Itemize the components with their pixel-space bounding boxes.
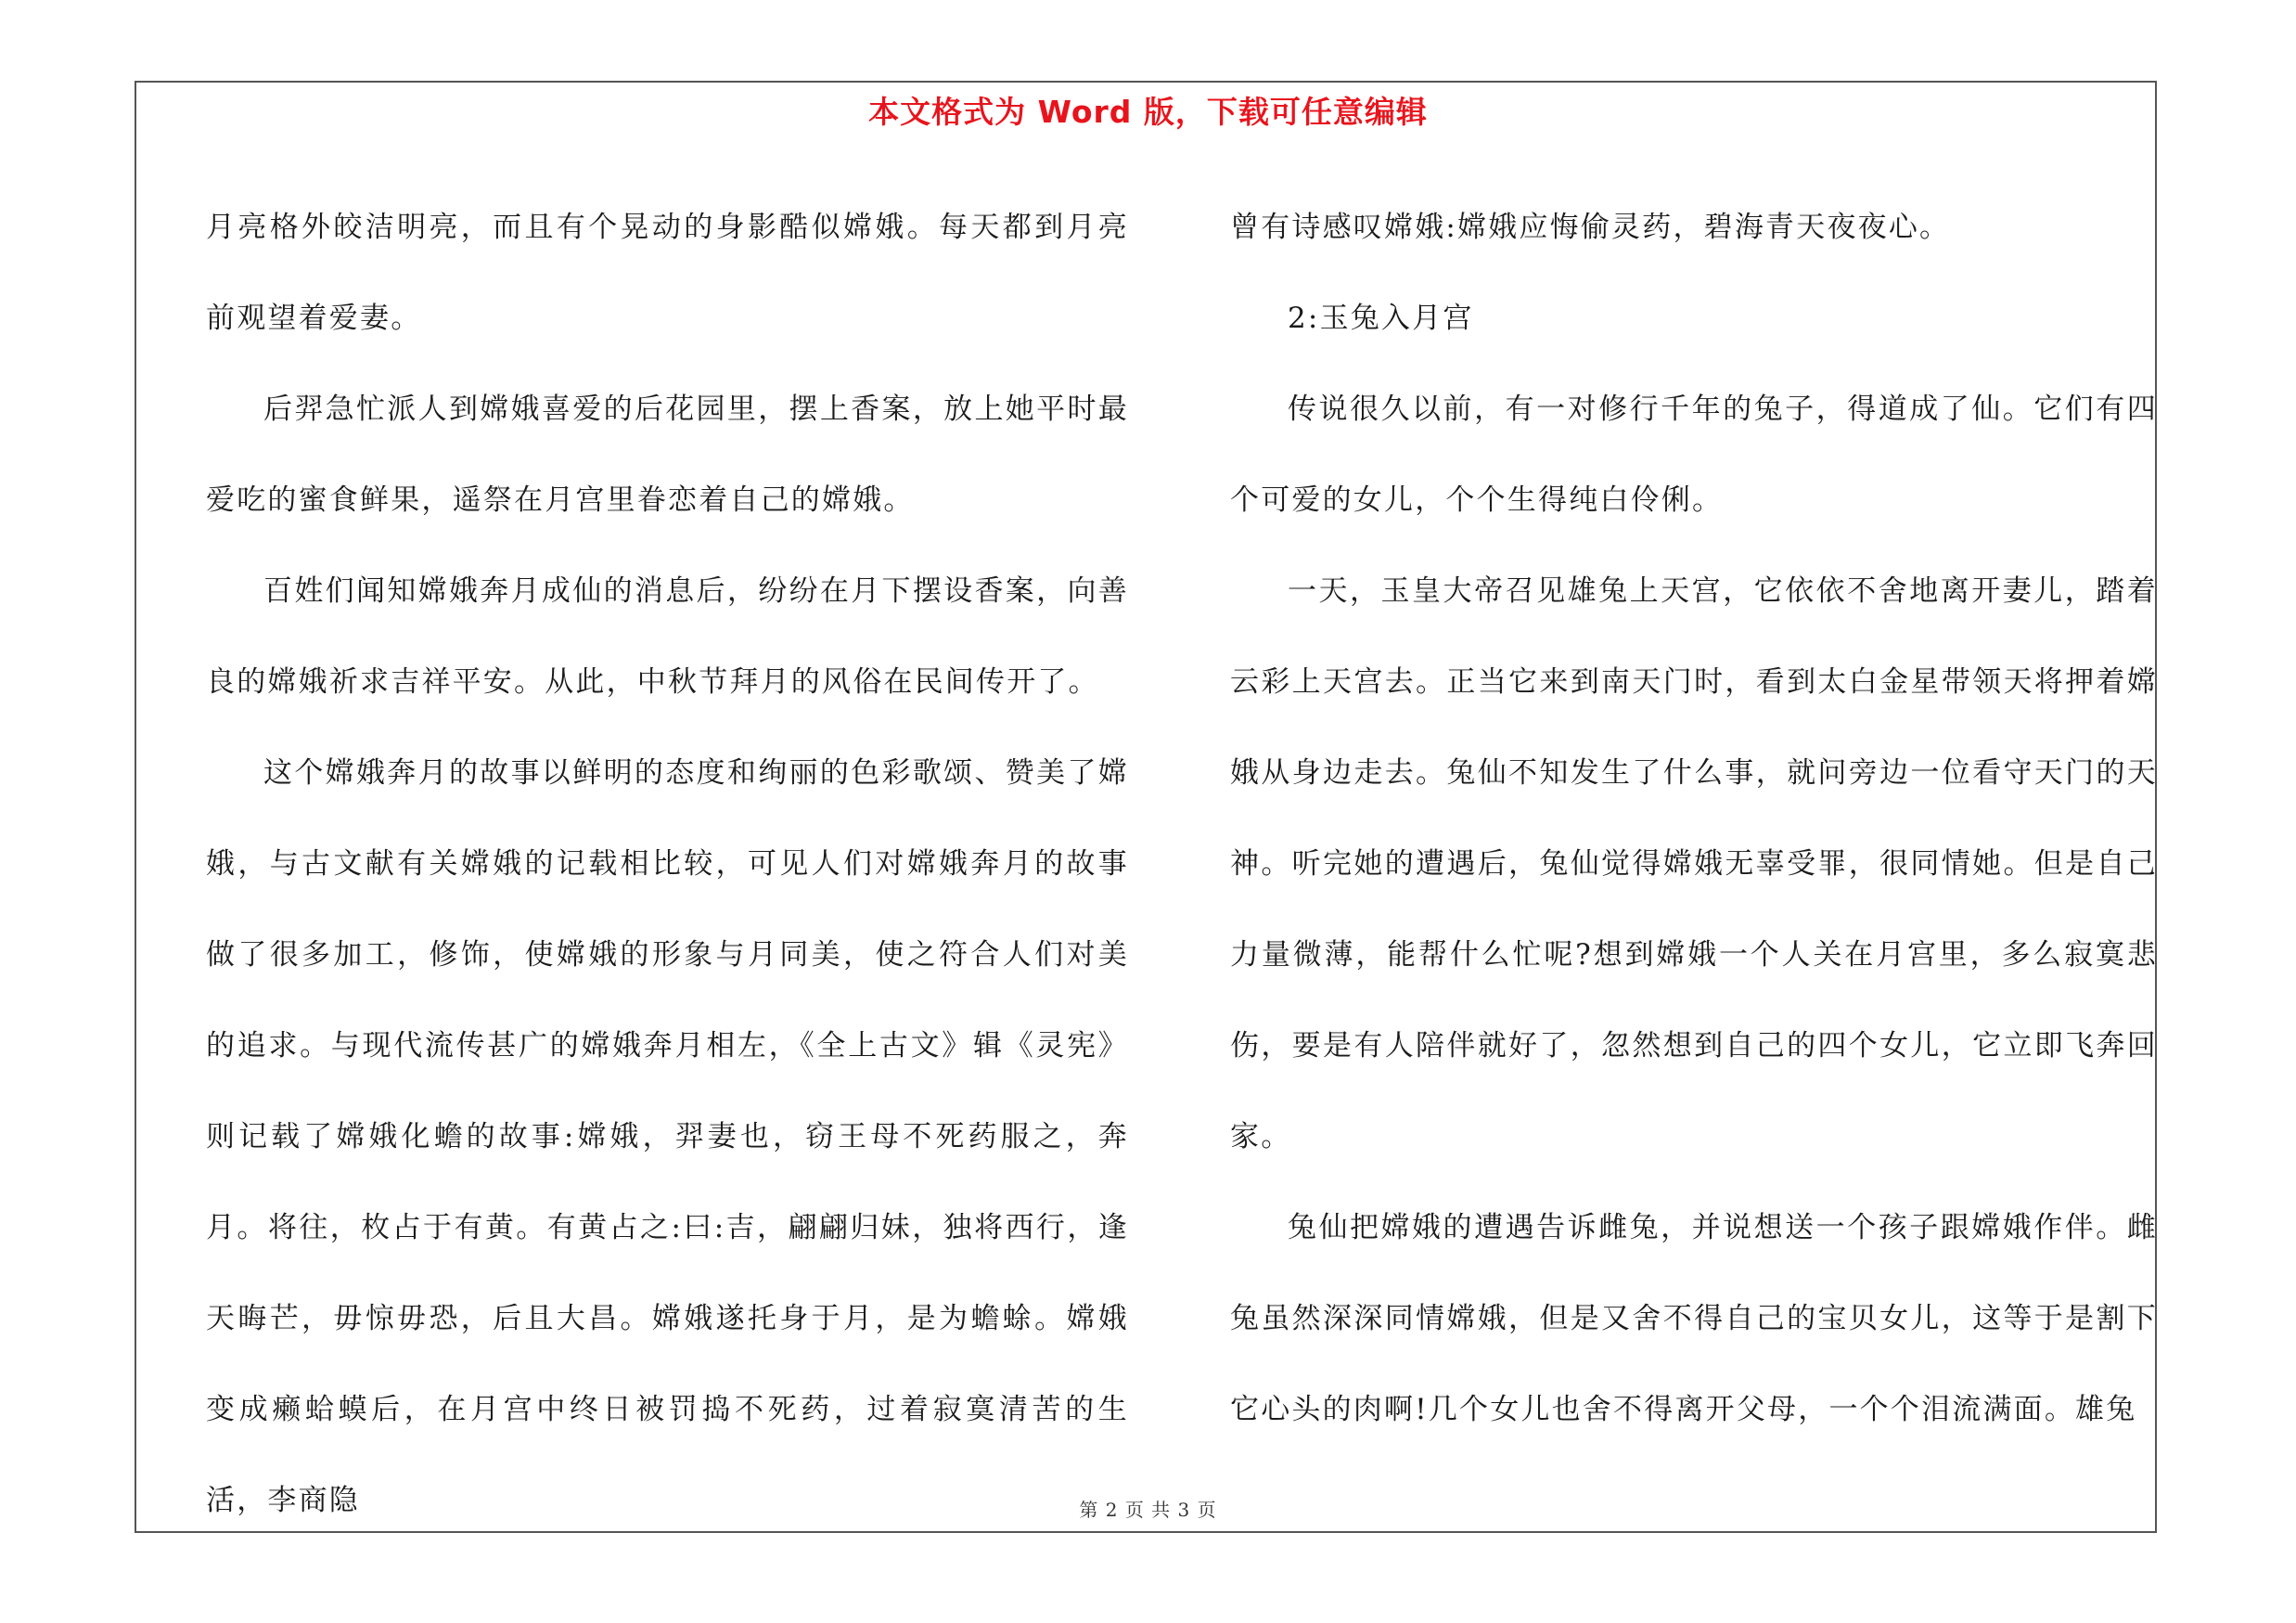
paragraph: 一天，玉皇大帝召见雄兔上天宫，它依依不舍地离开妻儿，踏着云彩上天宫去。正当它来到南天门时，看到太白金星带领天将押着嫦娥从身边走去。兔仙不知发生了什么事，就问旁边一位看守天门的天神。听完她的遭遇后，兔仙觉得嫦娥无辜受罪，很同情她。但是自己力量微薄，能帮什么忙呢?想到嫦娥一个人关在月宫里，多么寂寞悲伤，要是有人陪伴就好了，忽然想到自己的四个女儿，它立即飞奔回家。	[1230, 574, 2158, 1153]
paragraph: 这个嫦娥奔月的故事以鲜明的态度和绚丽的色彩歌颂、赞美了嫦娥，与古文献有关嫦娥的记载相比较，可见人们对嫦娥奔月的故事做了很多加工，修饰，使嫦娥的形象与月同美，使之符合人们对美的追求。与现代流传甚广的嫦娥奔月相左，《全上古文》辑《灵宪》则记载了嫦娥化蟾的故事:嫦娥，羿妻也，窃王母不死药服之，奔月。将往，枚占于有黄。有黄占之:曰:吉，翩翩归妹，独将西行，逢天晦芒，毋惊毋恐，后且大昌。嫦娥遂托身于月，是为蟾蜍。嫦娥变成癞蛤蟆后，在月宫中终日被罚捣不死药，过着寂寞清苦的生活，李商隐	[206, 756, 1129, 1517]
paragraph: 百姓们闻知嫦娥奔月成仙的消息后，纷纷在月下摆设香案，向善良的嫦娥祈求吉祥平安。从此，中秋节拜月的风俗在民间传开了。	[206, 574, 1129, 699]
paragraph: 月亮格外皎洁明亮，而且有个晃动的身影酷似嫦娥。每天都到月亮前观望着爱妻。	[206, 211, 1129, 335]
left-column	[206, 182, 1129, 1546]
paragraph: 后羿急忙派人到嫦娥喜爱的后花园里，摆上香案，放上她平时最爱吃的蜜食鲜果，遥祭在月宫里眷恋着自己的嫦娥。	[206, 393, 1129, 517]
paragraph: 兔仙把嫦娥的遭遇告诉雌兔，并说想送一个孩子跟嫦娥作伴。雌兔虽然深深同情嫦娥，但是又舍不得自己的宝贝女儿，这等于是割下它心头的肉啊!几个女儿也舍不得离开父母，一个个泪流满面。雄兔	[1230, 1211, 2158, 1426]
paragraph: 曾有诗感叹嫦娥:嫦娥应悔偷灵药，碧海青天夜夜心。	[1230, 211, 1951, 244]
paragraph: 传说很久以前，有一对修行千年的兔子，得道成了仙。它们有四个可爱的女儿，个个生得纯白伶俐。	[1230, 393, 2158, 517]
section-heading: 2:玉兔入月宫	[1288, 302, 1474, 335]
right-column	[1230, 182, 2158, 1455]
format-banner: 本文格式为 Word 版，下载可任意编辑	[868, 94, 1428, 130]
page-number-footer: 第 2 页 共 3 页	[1079, 1499, 1217, 1521]
